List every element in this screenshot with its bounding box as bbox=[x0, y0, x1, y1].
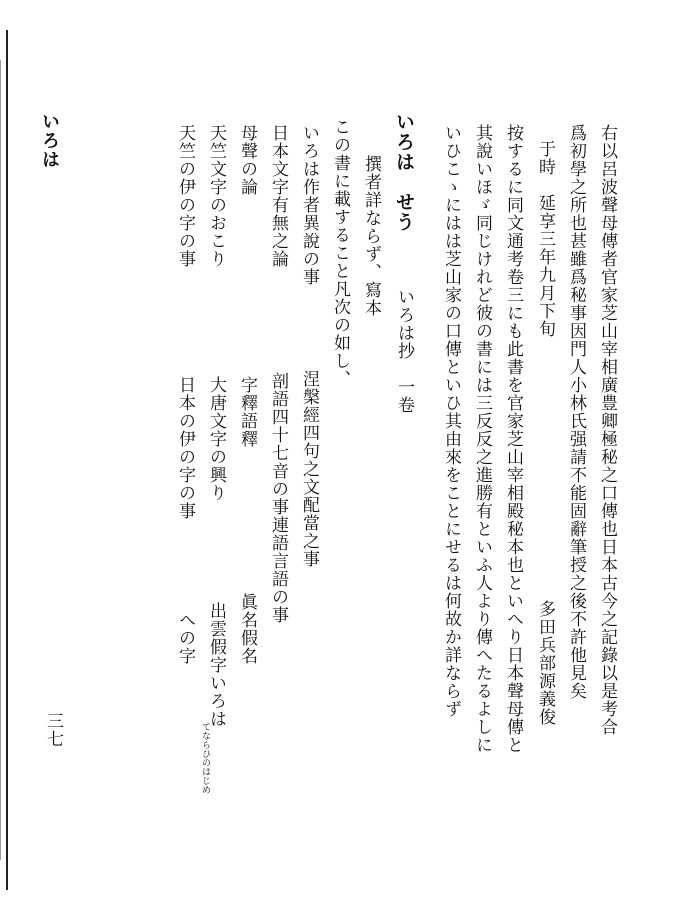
text-column-8: 撰者詳ならず、寫本 bbox=[361, 155, 381, 317]
entry-title: いろは せう bbox=[393, 112, 415, 232]
text-column-5: 其說いほゞ同じけれど彼の書には三反反之進勝有といふ人より傳へたるよしに bbox=[472, 124, 492, 754]
list-item-4a: 天竺文字のおこり bbox=[206, 124, 226, 268]
page-border-line bbox=[6, 30, 8, 890]
list-item-4c: 出雲假字いろは bbox=[206, 602, 226, 728]
text-column-9: この書に載すること凡次の如し、 bbox=[330, 118, 350, 388]
text-column-3a: 于時 延享三年九月下旬 bbox=[535, 140, 555, 338]
text-column-6: いひこゝにはは芝山家の口傳といひ其由來をことにせるは何故か詳ならず bbox=[441, 124, 461, 718]
list-item-3c: 眞名假名 bbox=[237, 593, 257, 665]
list-item-2b: 剖語四十七音の事連語言語の事 bbox=[268, 372, 288, 624]
list-item-5a: 天竺の伊の字の事 bbox=[175, 124, 195, 268]
list-item-5b: 日本の伊の字の事 bbox=[175, 376, 195, 520]
ruby-annotation: てならひのはじめ bbox=[200, 722, 210, 794]
list-item-1b: 涅槃經四句之文配當之事 bbox=[299, 370, 319, 568]
text-column-2: 爲初學之所也甚雖爲秘事因門人小林氏强請不能固辭筆授之後不許他見矣 bbox=[566, 124, 586, 700]
entry-subtitle: いろは抄 一卷 bbox=[394, 288, 414, 414]
text-column-4: 按するに同文通考卷三にも此書を官家芝山宰相殿秘本也といへり日本聲母傳と bbox=[503, 124, 523, 754]
list-item-2a: 日本文字有無之論 bbox=[268, 124, 288, 268]
page-edge-line bbox=[0, 60, 1, 860]
list-item-1a: いろは作者異說の事 bbox=[299, 124, 319, 286]
text-column-1: 右以呂波聲母傳者官家芝山宰相廣豊卿極秘之口傳也日本古今之記錄以是考合 bbox=[597, 124, 617, 736]
list-item-3a: 母聲の論 bbox=[237, 124, 257, 196]
text-column-3b: 多田兵部源義俊 bbox=[535, 600, 555, 726]
running-head: いろは bbox=[39, 112, 60, 169]
page-number: 三七 bbox=[43, 712, 63, 748]
list-item-4b: 大唐文字の興り bbox=[206, 376, 226, 502]
list-item-5c: への字 bbox=[175, 611, 195, 665]
list-item-3b: 字釋語釋 bbox=[237, 376, 257, 448]
